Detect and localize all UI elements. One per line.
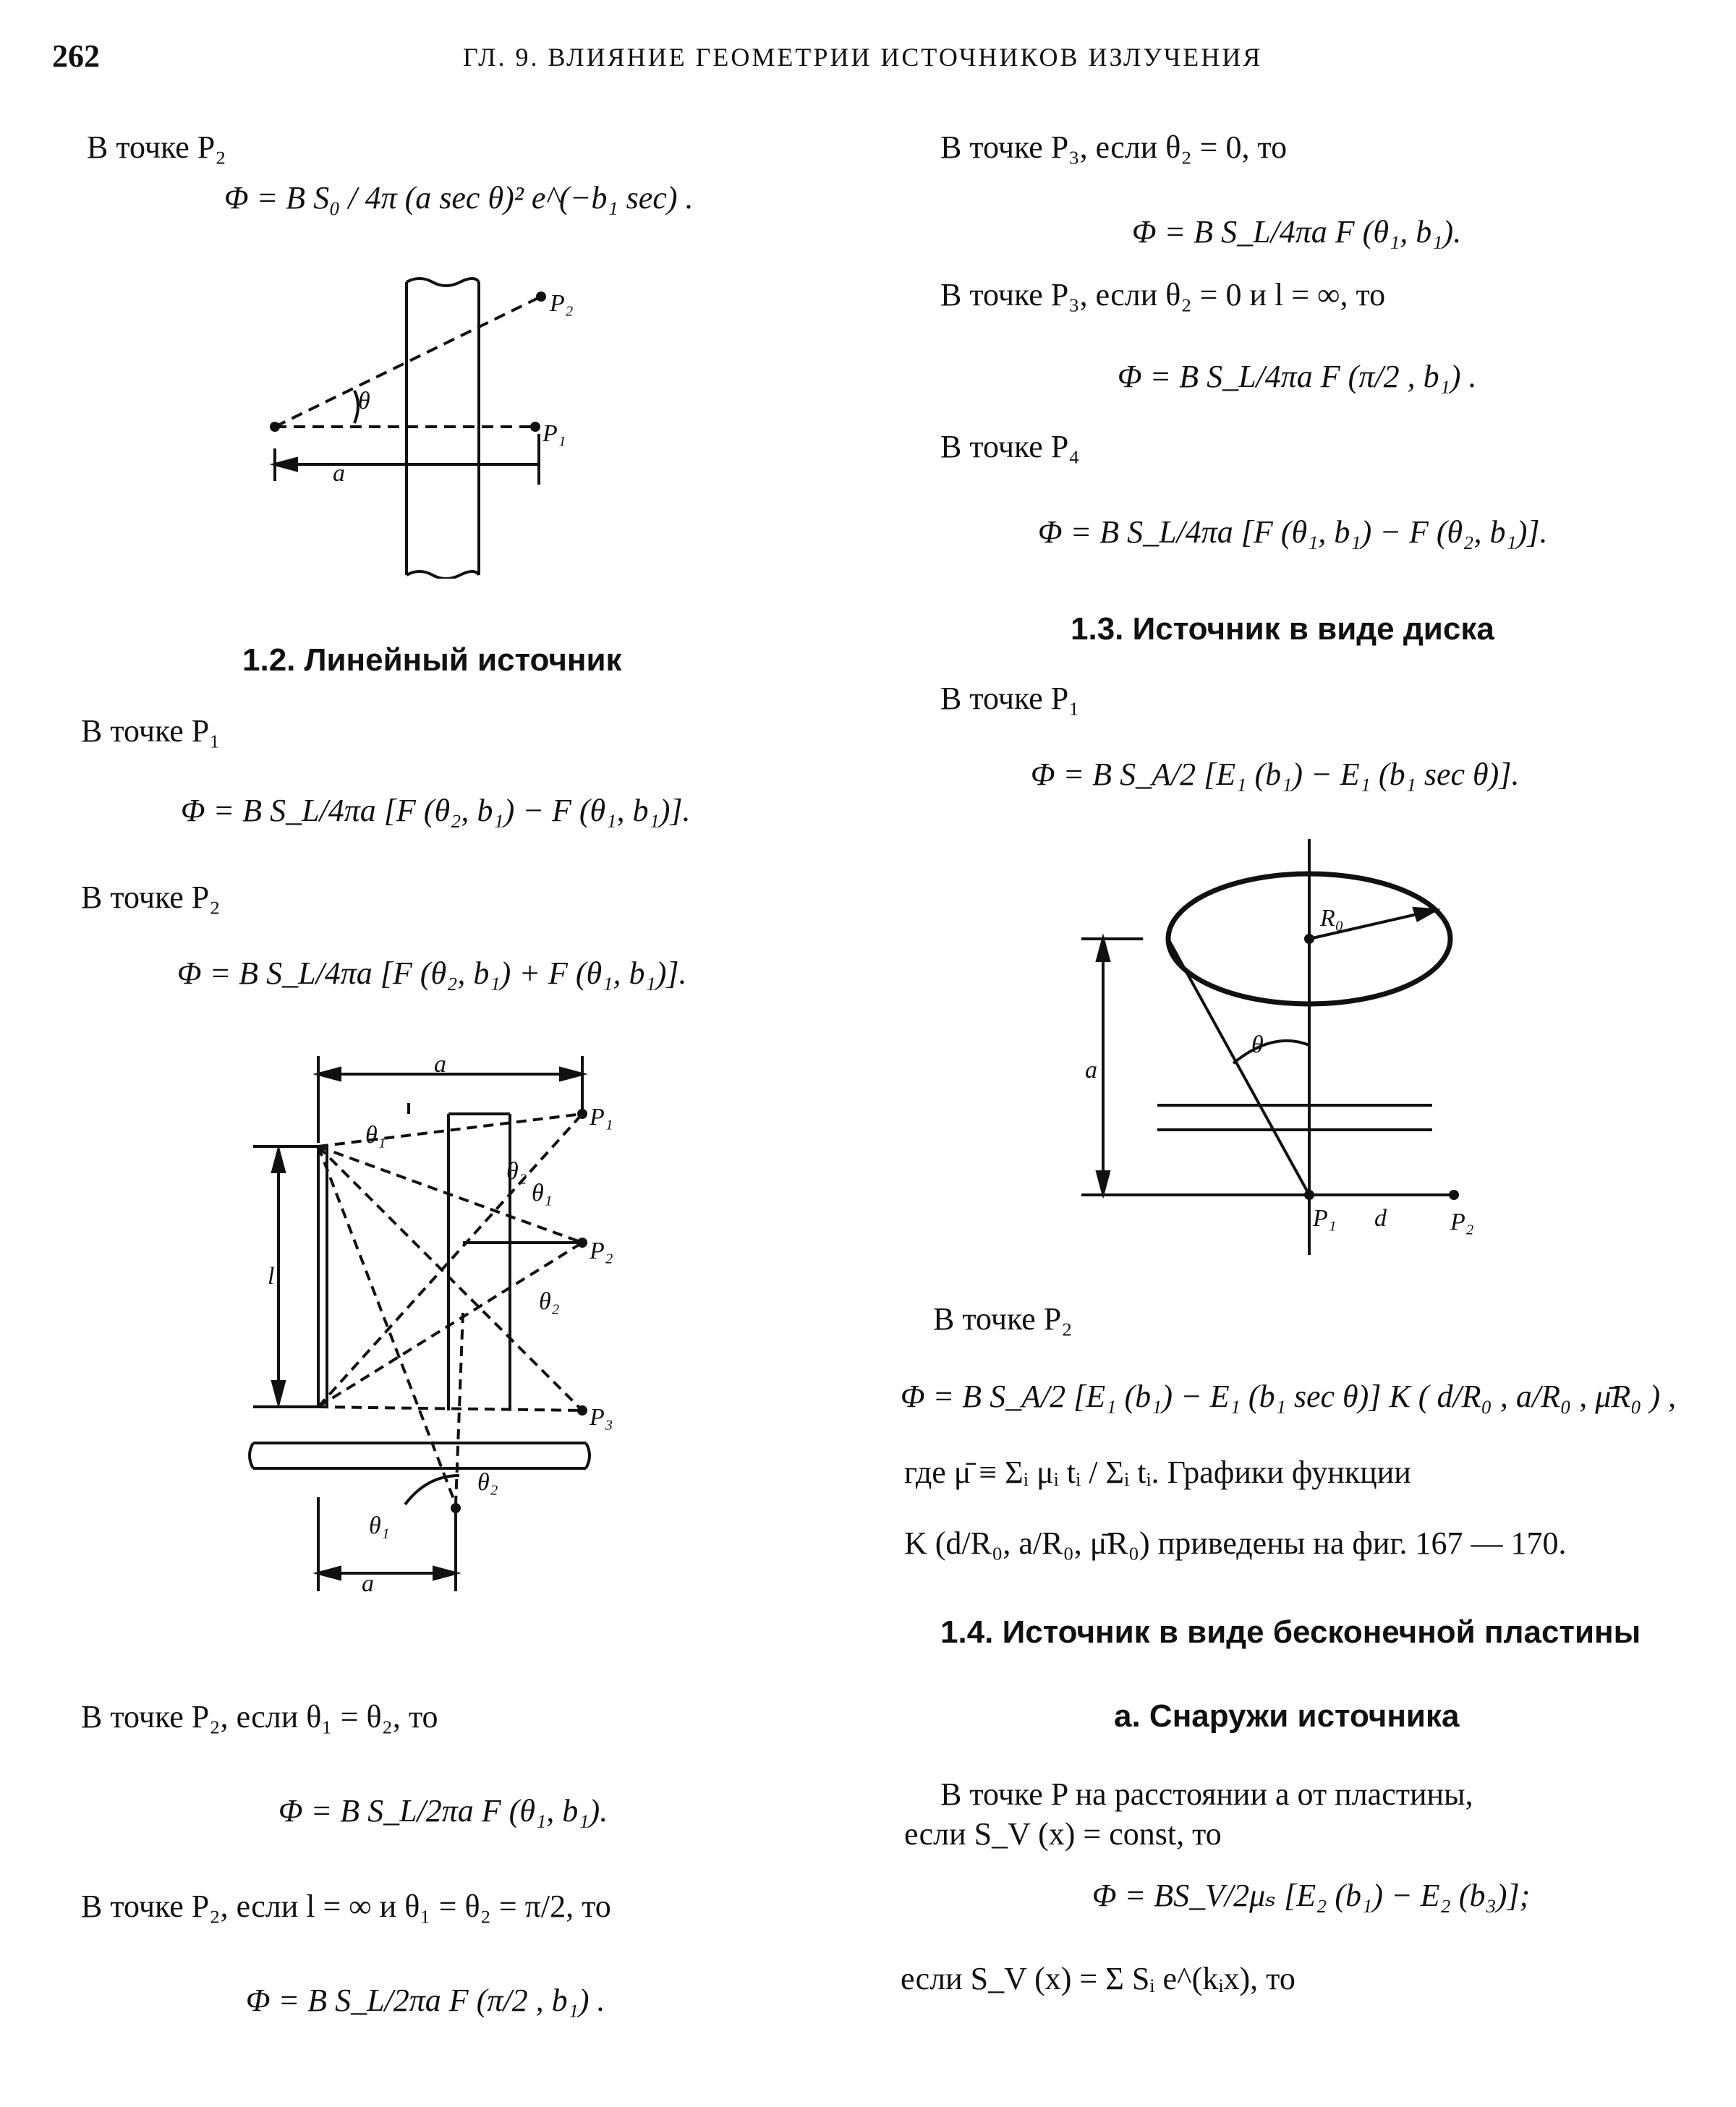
right-p7-line2: если S_V (x) = const, то	[904, 1816, 1222, 1852]
left-p5-label: В точке P₂, если l = ∞ и θ₁ = θ₂ = π/2, то	[81, 1889, 611, 1924]
left-p3-formula: Φ = B S_L/4πa [F (θ₂, b₁) + F (θ₁, b₁)].	[177, 955, 687, 991]
page-number: 262	[52, 38, 100, 74]
fig2-p3-label: P₃	[590, 1404, 613, 1431]
left-p1-formula: Φ = B S₀ / 4π (a sec θ)² e^(−b₁ sec) .	[224, 180, 694, 216]
section-1-3-heading: 1.3. Источник в виде диска	[1071, 611, 1494, 647]
fig2-theta2b-label: θ₂	[539, 1288, 560, 1315]
fig2-a-bottom-label: a	[362, 1570, 374, 1597]
right-p3-label: В точке P₄	[940, 429, 1080, 464]
right-p7-formula: Φ = BS_V/2μₛ [E₂ (b₁) − E₂ (b₃)];	[1092, 1878, 1531, 1913]
right-p1-label: В точке P₃, если θ₂ = 0, то	[940, 129, 1288, 165]
fig1-p2-label: P₂	[550, 290, 574, 317]
running-head: ГЛ. 9. ВЛИЯНИЕ ГЕОМЕТРИИ ИСТОЧНИКОВ ИЗЛУЧЕНИЯ	[463, 43, 1263, 72]
right-p2-formula: Φ = B S_L/4πa F (π/2 , b₁) .	[1118, 359, 1477, 394]
fig3-a-label: a	[1085, 1057, 1097, 1084]
fig3-r0-label: R₀	[1320, 905, 1344, 932]
fig3-p2-label: P₂	[1450, 1209, 1474, 1235]
left-p4-label: В точке P₂, если θ₁ = θ₂, то	[81, 1699, 438, 1734]
right-p6-line1: где μ̄ ≡ Σᵢ μᵢ tᵢ / Σᵢ tᵢ. Графики функции	[904, 1455, 1411, 1490]
fig3-d-label: d	[1374, 1205, 1387, 1232]
fig2-theta2c-label: θ₂	[477, 1469, 498, 1496]
fig3-theta-label: θ	[1251, 1031, 1264, 1058]
fig2-a-top-label: a	[434, 1051, 446, 1078]
figure-line-source-slab	[246, 1042, 622, 1620]
right-p2-label: В точке P₃, если θ₂ = 0 и l = ∞, то	[940, 277, 1386, 312]
left-p2-label: В точке P₁	[81, 713, 221, 749]
fig1-p1-label: P₁	[542, 420, 566, 447]
figure-point-source-slab	[246, 275, 593, 579]
left-p4-formula: Φ = B S_L/2πa F (θ₁, b₁).	[278, 1793, 608, 1829]
left-p5-formula: Φ = B S_L/2πa F (π/2 , b₁) .	[246, 1983, 605, 2018]
fig2-l-label: l	[268, 1263, 275, 1290]
left-p3-label: В точке P₂	[81, 880, 221, 915]
right-p4-label: В точке P₁	[940, 681, 1080, 716]
section-1-4-heading: 1.4. Источник в виде бесконечной пластины	[940, 1614, 1641, 1650]
fig2-theta1b-label: θ₁	[532, 1180, 553, 1206]
fig2-theta1c-label: θ₁	[369, 1512, 390, 1539]
right-p4-formula: Φ = B S_A/2 [E₁ (b₁) − E₁ (b₁ sec θ)].	[1031, 757, 1520, 792]
right-p1-formula: Φ = B S_L/4πa F (θ₁, b₁).	[1132, 214, 1462, 250]
fig2-theta1-label: θ₁	[365, 1122, 386, 1149]
right-p5-label: В точке P₂	[933, 1301, 1073, 1337]
fig1-theta-label: θ	[358, 388, 370, 414]
right-p3-formula: Φ = B S_L/4πa [F (θ₁, b₁) − F (θ₂, b₁)].	[1038, 514, 1548, 550]
fig1-a-label: a	[333, 460, 345, 487]
fig3-p1-label: P₁	[1313, 1205, 1337, 1232]
section-1-4a-heading: а. Снаружи источника	[1114, 1698, 1460, 1734]
fig2-p1-label: P₁	[590, 1104, 613, 1131]
section-1-2-heading: 1.2. Линейный источник	[242, 642, 622, 678]
fig2-p2-label: P₂	[590, 1238, 613, 1264]
right-p8-label: если S_V (x) = Σ Sᵢ e^(kᵢx), то	[901, 1961, 1295, 1996]
left-p1-label: В точке P₂	[87, 129, 226, 165]
left-p2-formula: Φ = B S_L/4πa [F (θ₂, b₁) − F (θ₁, b₁)].	[181, 793, 691, 828]
right-p7-line1: В точке P на расстоянии a от пластины,	[940, 1776, 1473, 1812]
right-p6-line2: K (d/R₀, a/R₀, μ̄R₀) приведены на фиг. 167 — 170.	[904, 1525, 1567, 1561]
figure-disk-source	[1071, 832, 1519, 1259]
right-p5-formula: Φ = B S_A/2 [E₁ (b₁) − E₁ (b₁ sec θ)] K ( d/R₀ , a/R₀ , μ̄R₀ ) ,	[901, 1379, 1677, 1414]
fig2-theta2-label: θ₂	[506, 1158, 527, 1185]
